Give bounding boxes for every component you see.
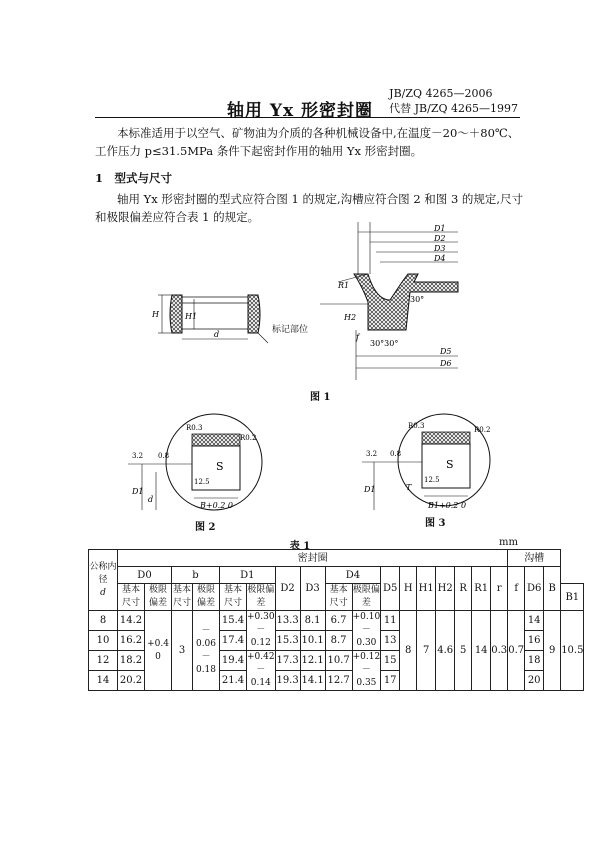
- cell-D3: 12.1: [300, 651, 325, 671]
- cell-d: 12: [89, 651, 118, 671]
- header-H2: H2: [436, 567, 455, 611]
- fig1-d4-label: D4: [434, 254, 446, 263]
- intro-paragraph: 本标准适用于以空气、矿物油为介质的各种机械设备中,在温度－20～＋80℃、工作压力 p≤31.5MPa 条件下起密封作用的轴用 Yx 形密封圈。: [95, 126, 520, 158]
- cell-D4: 6.7: [325, 611, 352, 631]
- cell-D2: 15.3: [275, 631, 300, 651]
- standard-number: JB/ZQ 4265—2006: [389, 87, 493, 100]
- D4-tol-header: 极限偏差: [352, 584, 381, 611]
- fig1-r1-label: R1: [338, 281, 350, 290]
- header-D2: D2: [275, 567, 300, 611]
- fig1-h1-label: H1: [185, 312, 198, 321]
- cell-D4: 8.7: [325, 631, 352, 651]
- fig2-d-label: d: [148, 495, 154, 504]
- table-1-caption: 表 1: [289, 541, 311, 552]
- nominal-d-symbol: d: [100, 587, 106, 598]
- D0-basic-header: 基本尺寸: [118, 584, 145, 611]
- cell-D0-tol: [145, 611, 172, 691]
- fig3-b1-label: B1+0.2 0: [428, 501, 467, 510]
- header-D4: D4: [325, 567, 381, 584]
- cell-D5: 11: [381, 611, 400, 631]
- b-basic-header: 基本尺寸: [172, 584, 193, 611]
- fig3-roughness2-label: 0.8: [390, 450, 402, 458]
- cell-H2: 4.6: [436, 611, 455, 691]
- header-D0: D0: [118, 567, 172, 584]
- cell-D1-tol2: [247, 651, 276, 691]
- cell-R: 5: [455, 611, 472, 691]
- D1-tol-header: 极限偏差: [247, 584, 276, 611]
- header-D1: D1: [220, 567, 276, 584]
- cell-D2: 19.3: [275, 671, 300, 691]
- cell-D1: 21.4: [220, 671, 247, 691]
- cell-D1-tol: [247, 611, 276, 651]
- header-b: b: [172, 567, 220, 584]
- figure-1-caption: 图 1: [310, 392, 331, 403]
- fig1-d6-label: D6: [440, 359, 452, 368]
- fig1-mark-label: 标记部位: [272, 325, 309, 335]
- fig2-r03-label: R0.3: [186, 424, 203, 432]
- figure-2-caption: 图 2: [195, 522, 216, 533]
- fig1-h2-label: H2: [344, 313, 357, 322]
- header-B: B: [544, 567, 561, 611]
- fig2-s-label: S: [216, 460, 224, 473]
- document-title: 轴用 Yx 形密封圈: [226, 101, 374, 121]
- b-tol-lower: －0.18: [195, 651, 217, 675]
- D1-tol1-lower: －0.12: [250, 625, 271, 648]
- D4-tol2-upper: +0.12: [352, 652, 381, 662]
- header-B1: B1: [561, 584, 584, 611]
- cell-B: 9: [544, 611, 561, 691]
- fig2-roughness2-label: 0.8: [158, 452, 170, 460]
- cell-D2: 13.3: [275, 611, 300, 631]
- title-rule: [95, 117, 520, 118]
- figure-2-groove: [128, 410, 278, 515]
- fig1-d2-label: D2: [434, 234, 446, 243]
- fig2-b-label: B+0.2 0: [200, 501, 233, 510]
- header-R1: R1: [472, 567, 491, 611]
- header-D5: D5: [381, 567, 400, 611]
- cell-d: 10: [89, 631, 118, 651]
- cell-D1: 19.4: [220, 651, 247, 671]
- figure-1-section-view: [318, 222, 528, 380]
- fig2-r02-label: R0.2: [240, 434, 257, 442]
- fig2-roughness-label: 3.2: [132, 452, 144, 460]
- table-header-row-2: [89, 567, 584, 584]
- cell-f: 0.7: [508, 611, 525, 691]
- fig1-d-label: d: [214, 330, 220, 339]
- section-1-text: 轴用 Yx 形密封圈的型式应符合图 1 的规定,沟槽应符合图 2 和图 3 的规定,尺寸和极限偏差应符合表 1 的规定。: [95, 192, 524, 224]
- cell-D0: 18.2: [118, 651, 145, 671]
- replaces-standard: 代替 JB/ZQ 4265—1997: [389, 102, 518, 115]
- cell-D0: 14.2: [118, 611, 145, 631]
- fig3-roughness-label: 3.2: [366, 450, 378, 458]
- header-H1: H1: [417, 567, 436, 611]
- fig1-d1-label: D1: [434, 224, 446, 233]
- D1-tol1-upper: +0.30: [247, 612, 275, 622]
- cell-D4: 10.7: [325, 651, 352, 671]
- cell-d: 8: [89, 611, 118, 631]
- fig1-d5-label: D5: [440, 347, 452, 356]
- cell-D6: 20: [525, 671, 544, 691]
- D1-tol2-upper: +0.42: [247, 652, 275, 662]
- cell-D2: 17.3: [275, 651, 300, 671]
- fig2-d1-label: D1: [132, 487, 144, 496]
- col-nominal-d: [89, 550, 118, 611]
- cell-r: 0.3: [491, 611, 508, 691]
- D4-tol1-upper: +0.10: [352, 612, 381, 622]
- cell-D4-tol2: [352, 651, 381, 691]
- D0-tol-header: 极限偏差: [145, 584, 172, 611]
- cell-D0: 16.2: [118, 631, 145, 651]
- D4-tol2-lower: －0.35: [356, 665, 377, 688]
- figure-3-groove: [362, 410, 512, 515]
- cell-D4: 12.7: [325, 671, 352, 691]
- cell-D5: 15: [381, 651, 400, 671]
- D4-basic-header: 基本尺寸: [325, 584, 352, 611]
- fig3-r02-label: R0.2: [474, 426, 491, 434]
- cell-D6: 16: [525, 631, 544, 651]
- nominal-label: 公称内径: [89, 561, 117, 585]
- fig1-h-label: H: [152, 310, 159, 319]
- D4-tol1-lower: －0.30: [356, 625, 377, 648]
- fig1-angle-label: 30°: [410, 295, 425, 304]
- fig2-125-label: 12.5: [194, 478, 210, 486]
- cell-D6: 18: [525, 651, 544, 671]
- D0-tol-lower: 0: [155, 651, 161, 662]
- header-seal: 密封圈: [118, 550, 508, 567]
- cell-D1: 15.4: [220, 611, 247, 631]
- fig3-t-label: T: [406, 483, 412, 492]
- cell-b-tol: [193, 611, 220, 691]
- fig3-d1-label: D1: [364, 485, 376, 494]
- D0-tol-upper: +0.4: [147, 638, 169, 649]
- cell-D3: 14.1: [300, 671, 325, 691]
- header-D6: D6: [525, 567, 544, 611]
- cell-D5: 13: [381, 631, 400, 651]
- b-tol-header: 极限偏差: [193, 584, 220, 611]
- cell-d: 14: [89, 671, 118, 691]
- header-H: H: [400, 567, 417, 611]
- b-tol-upper: －0.06: [195, 625, 217, 649]
- cell-D3: 10.1: [300, 631, 325, 651]
- table-unit: mm: [499, 537, 518, 548]
- figure-1-seal-view: [150, 285, 280, 345]
- fig3-r03-label: R0.3: [408, 422, 425, 430]
- section-1-heading: 1 型式与尺寸: [95, 171, 173, 185]
- header-groove: 沟槽: [508, 550, 561, 567]
- cell-b: 3: [172, 611, 193, 691]
- D1-basic-header: 基本尺寸: [220, 584, 247, 611]
- table-row: [89, 611, 584, 631]
- header-r: r: [491, 567, 508, 611]
- cell-D5: 17: [381, 671, 400, 691]
- fig1-angle2-label: 30°30°: [370, 339, 399, 348]
- header-R: R: [455, 567, 472, 611]
- table-header-row-1: [89, 550, 584, 567]
- fig3-s-label: S: [446, 458, 454, 471]
- cell-H: 8: [400, 611, 417, 691]
- cell-D1: 17.4: [220, 631, 247, 651]
- D1-tol2-lower: －0.14: [250, 665, 271, 688]
- cell-D4-tol: [352, 611, 381, 651]
- cell-H1: 7: [417, 611, 436, 691]
- header-f: f: [508, 567, 525, 611]
- cell-D0: 20.2: [118, 671, 145, 691]
- cell-D6: 14: [525, 611, 544, 631]
- figure-3-caption: 图 3: [425, 518, 446, 529]
- fig1-f-label: f: [356, 333, 359, 342]
- table-1: [88, 549, 584, 691]
- cell-D3: 8.1: [300, 611, 325, 631]
- cell-R1: 14: [472, 611, 491, 691]
- cell-B1: 10.5: [561, 611, 584, 691]
- fig1-d3-label: D3: [434, 244, 446, 253]
- header-D3: D3: [300, 567, 325, 611]
- fig3-125-label: 12.5: [424, 476, 440, 484]
